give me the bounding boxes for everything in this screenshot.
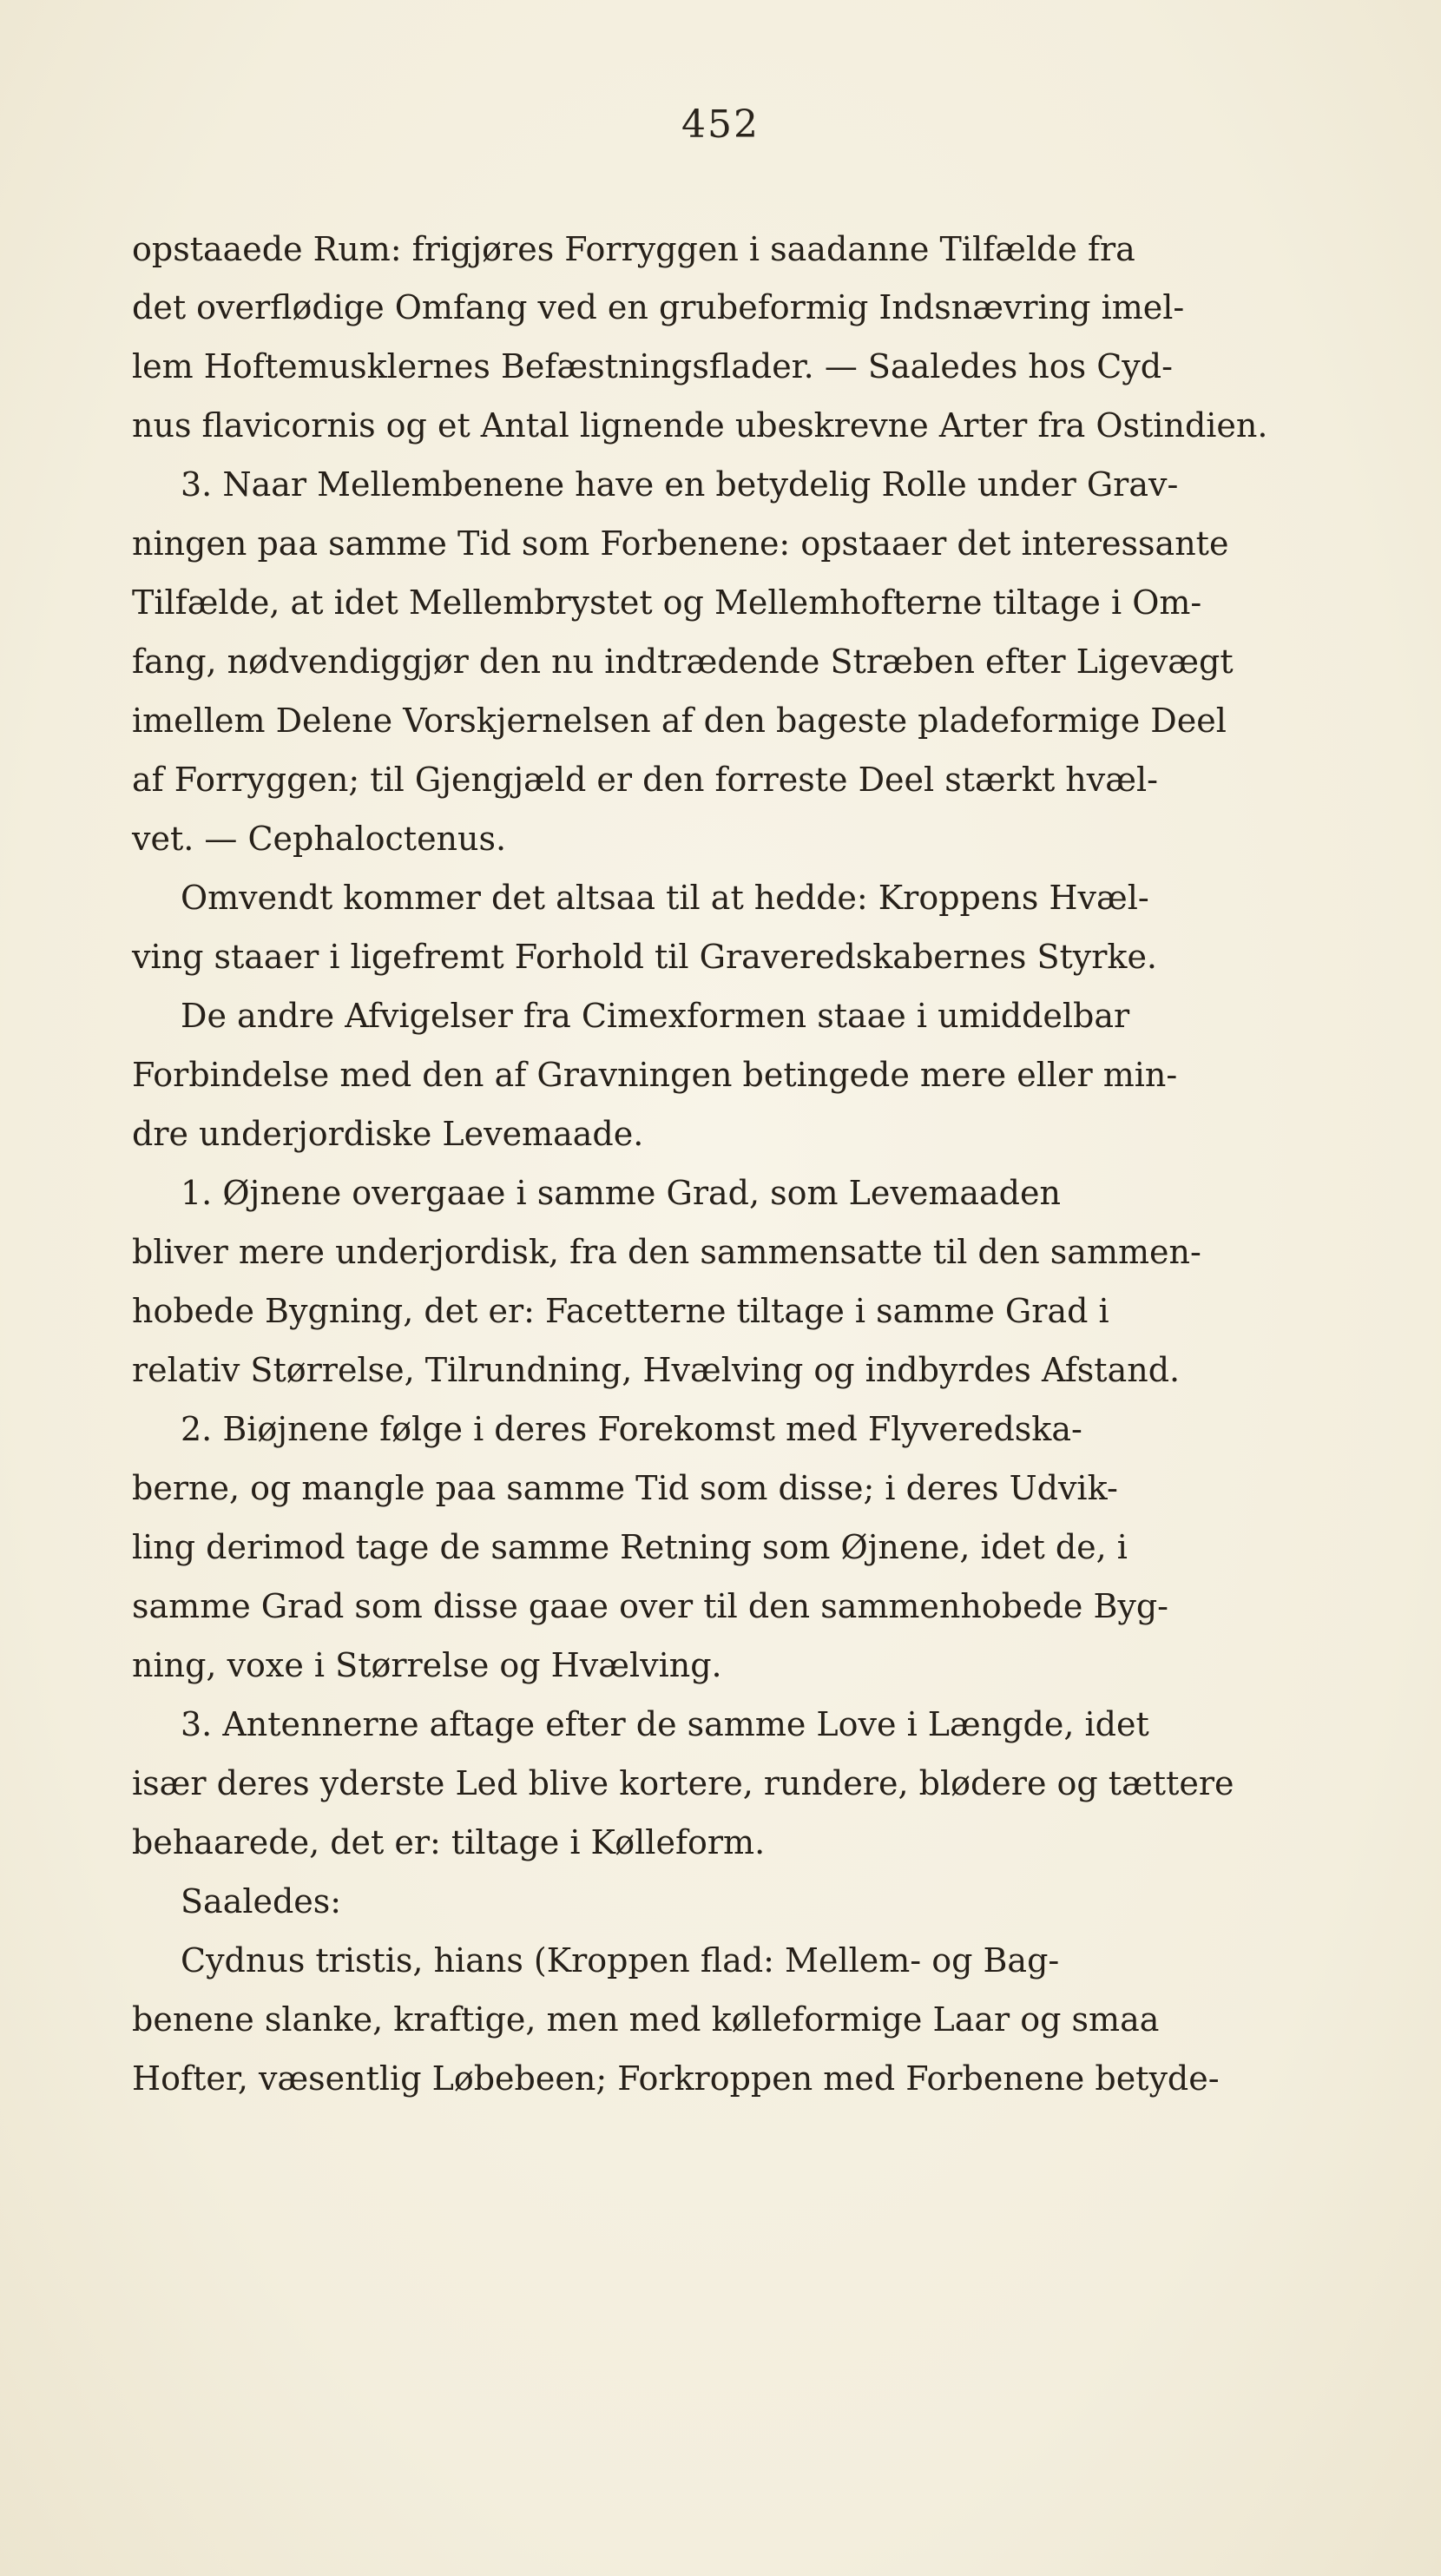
text-line: Hofter, væsentlig Løbebeen; Forkroppen med Forbenene betyde- (132, 2059, 1220, 2098)
text-line: hobede Bygning, det er: Facetterne tiltage i samme Grad i (132, 1292, 1109, 1330)
text-line: imellem Delene Vorskjernelsen af den bageste pladeformige Deel (132, 702, 1227, 740)
text-line: ving staaer i ligefremt Forhold til Graveredskabernes Styrke. (132, 938, 1158, 976)
text-line: ningen paa samme Tid som Forbenene: opstaaer det interessante (132, 524, 1229, 563)
text-line: Forbindelse med den af Gravningen betingede mere eller min- (132, 1056, 1178, 1094)
page-number: 452 (681, 102, 760, 147)
text-line: 3. Antennerne aftage efter de samme Love i Længde, idet (181, 1705, 1149, 1743)
text-line: opstaaede Rum: frigjøres Forryggen i saadanne Tilfælde fra (132, 230, 1135, 268)
text-line: Cydnus tristis, hians (Kroppen flad: Mellem- og Bag- (181, 1941, 1060, 1980)
text-line: ling derimod tage de samme Retning som Øjnene, idet de, i (132, 1528, 1128, 1566)
text-line: benene slanke, kraftige, men med kølleformige Laar og smaa (132, 2000, 1160, 2039)
text-line: samme Grad som disse gaae over til den sammenhobede Byg- (132, 1587, 1169, 1625)
text-line: De andre Afvigelser fra Cimexformen staae i umiddelbar (181, 997, 1130, 1035)
text-line: det overflødige Omfang ved en grubeformig Indsnævring imel- (132, 288, 1185, 326)
text-line: relativ Størrelse, Tilrundning, Hvælving og indbyrdes Afstand. (132, 1351, 1181, 1389)
text-line: 1. Øjnene overgaae i samme Grad, som Levemaaden (181, 1174, 1061, 1212)
text-line: ning, voxe i Størrelse og Hvælving. (132, 1646, 722, 1684)
text-line: Saaledes: (181, 1882, 342, 1920)
text-line: 3. Naar Mellembenene have en betydelig Rolle under Grav- (181, 465, 1179, 504)
text-line: berne, og mangle paa samme Tid som disse; i deres Udvik- (132, 1469, 1118, 1507)
text-line: Tilfælde, at idet Mellembrystet og Mellemhofterne tiltage i Om- (132, 583, 1202, 622)
text-line: især deres yderste Led blive kortere, rundere, blødere og tættere (132, 1764, 1234, 1802)
text-line: af Forryggen; til Gjengjæld er den forreste Deel stærkt hvæl- (132, 761, 1158, 799)
text-line: 2. Biøjnene følge i deres Forekomst med Flyveredska- (181, 1410, 1082, 1448)
text-line: fang, nødvendiggjør den nu indtrædende Stræben efter Ligevægt (132, 642, 1234, 681)
text-line: nus flavicornis og et Antal lignende ubeskrevne Arter fra Ostindien. (132, 406, 1268, 445)
text-line: dre underjordiske Levemaade. (132, 1115, 644, 1153)
text-line: lem Hoftemusklernes Befæstningsflader. — Saaledes hos Cyd- (132, 347, 1173, 385)
text-line: bliver mere underjordisk, fra den sammensatte til den sammen- (132, 1233, 1201, 1271)
text-line: vet. — Cephaloctenus. (132, 820, 507, 858)
text-line: Omvendt kommer det altsaa til at hedde: Kroppens Hvæl- (181, 879, 1149, 917)
text-line: behaarede, det er: tiltage i Kølleform. (132, 1823, 766, 1861)
